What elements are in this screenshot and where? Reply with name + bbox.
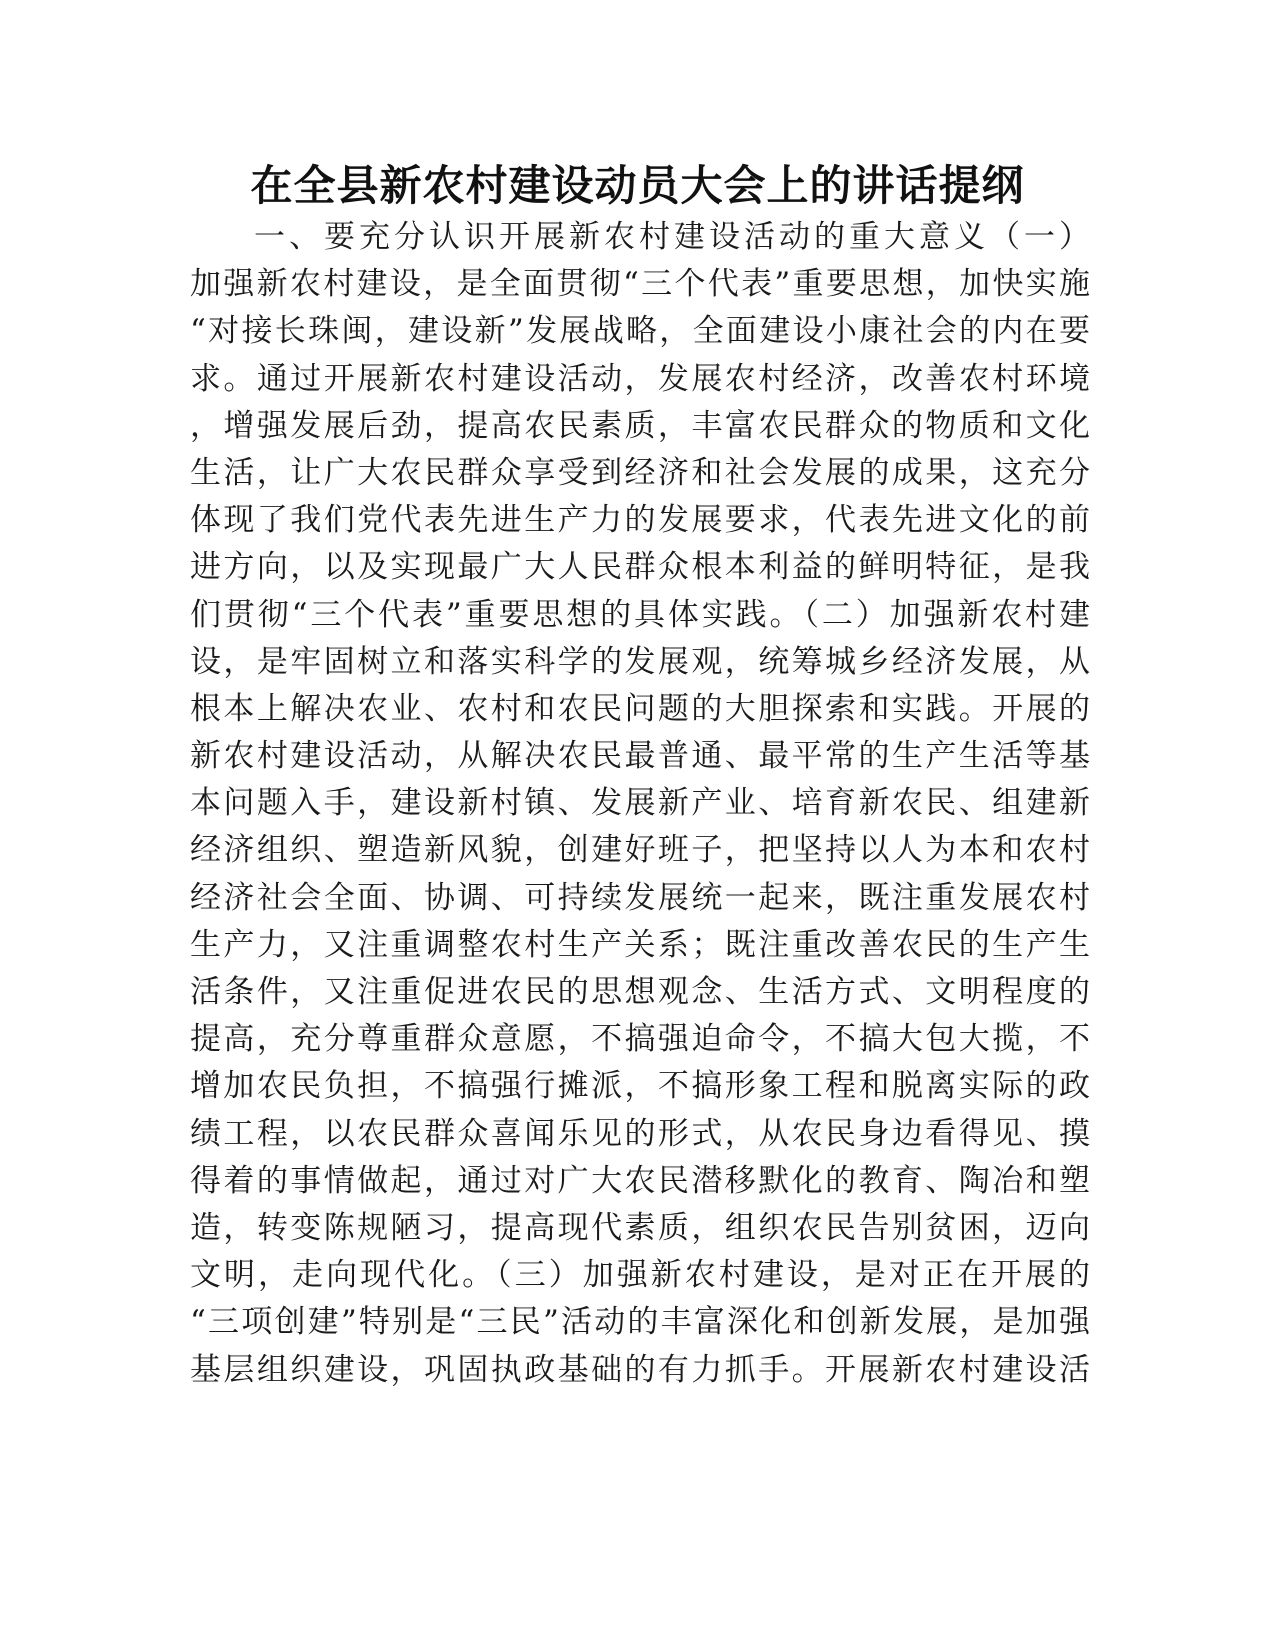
body-line: 活条件，又注重促进农民的思想观念、生活方式、文明程度的 xyxy=(190,974,1090,1010)
body-line: 新农村建设活动，从解决农民最普通、最平常的生产生活等基 xyxy=(190,738,1090,775)
body-line: 经济社会全面、协调、可持续发展统一起来，既注重发展农村 xyxy=(190,879,1090,916)
body-line: 一、要充分认识开展新农村建设活动的重大意义（一） xyxy=(254,219,1090,255)
body-line: 绩工程，以农民群众喜闻乐见的形式，从农民身边看得见、摸 xyxy=(190,1115,1090,1152)
body-line: 根本上解决农业、农村和农民问题的大胆探索和实践。开展的 xyxy=(190,690,1090,727)
body-line: “三项创建”特别是“三民”活动的丰富深化和创新发展，是加强 xyxy=(190,1304,1090,1341)
body-line: 造，转变陈规陋习，提高现代素质，组织农民告别贫困，迈向 xyxy=(190,1209,1090,1246)
body-line: ，增强发展后劲，提高农民素质，丰富农民群众的物质和文化 xyxy=(190,407,1090,444)
body-line: 设，是牢固树立和落实科学的发展观，统筹城乡经济发展，从 xyxy=(190,643,1090,680)
body-line: 本问题入手，建设新村镇、发展新产业、培育新农民、组建新 xyxy=(190,785,1090,822)
document-title: 在全县新农村建设动员大会上的讲话提纲 xyxy=(250,161,1025,210)
body-line: 加强新农村建设，是全面贯彻“三个代表”重要思想，加快实施 xyxy=(190,266,1090,303)
body-line: 们贯彻“三个代表”重要思想的具体实践。（二）加强新农村建 xyxy=(190,596,1090,633)
body-line: 增加农民负担，不搞强行摊派，不搞形象工程和脱离实际的政 xyxy=(190,1068,1090,1105)
body-line: 文明，走向现代化。（三）加强新农村建设，是对正在开展的 xyxy=(190,1257,1090,1294)
body-line: 生产力，又注重调整农村生产关系；既注重改善农民的生产生 xyxy=(190,926,1090,963)
body-line: 经济组织、塑造新风貌，创建好班子，把坚持以人为本和农村 xyxy=(190,832,1090,869)
body-line: 基层组织建设，巩固执政基础的有力抓手。开展新农村建设活 xyxy=(190,1351,1090,1388)
document-body xyxy=(190,214,1090,1394)
body-line: 提高，充分尊重群众意愿，不搞强迫命令，不搞大包大揽，不 xyxy=(190,1021,1090,1058)
body-line: 体现了我们党代表先进生产力的发展要求，代表先进文化的前 xyxy=(190,502,1090,539)
body-line: 进方向，以及实现最广大人民群众根本利益的鲜明特征，是我 xyxy=(190,549,1090,586)
body-line: “对接长珠闽，建设新”发展战略，全面建设小康社会的内在要 xyxy=(190,313,1090,350)
body-line: 求。通过开展新农村建设活动，发展农村经济，改善农村环境 xyxy=(190,360,1090,397)
body-line: 得着的事情做起，通过对广大农民潜移默化的教育、陶冶和塑 xyxy=(190,1162,1090,1199)
body-line: 生活，让广大农民群众享受到经济和社会发展的成果，这充分 xyxy=(190,454,1090,491)
